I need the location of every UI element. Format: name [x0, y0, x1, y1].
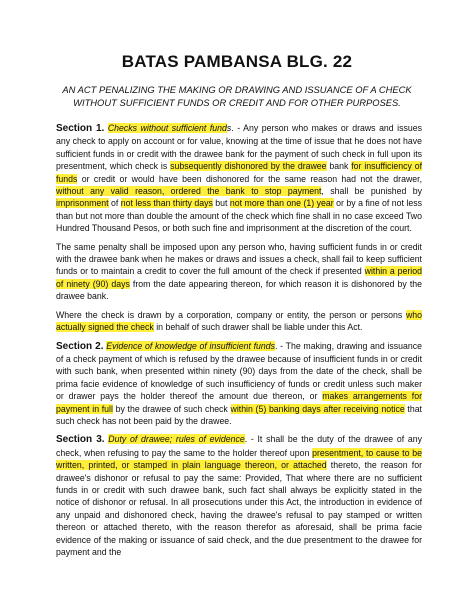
document-subtitle [48, 83, 426, 109]
highlight: makes arrangements for payment in full [56, 391, 422, 414]
highlight: for insufficiency of funds [56, 161, 422, 184]
text-run: that such check has not been paid by the drawee. [56, 403, 422, 426]
text-run: by the drawee of such check [112, 403, 231, 414]
highlight: without any valid reason, ordered the bank to stop payment [56, 186, 322, 197]
text-run: or by a fine of not less than but not more than double the amount of the check which fine shall in no case exceed Two Hundred Thousand Pesos, or both such fine and imprisonment at the discretion of the court. [56, 198, 422, 234]
text-run: or credit or would have been dishonored for the same reason had not the drawer, [77, 173, 422, 184]
section-3-paragraph [56, 433, 422, 558]
text-run: Where the check is drawn by a corporation, company or entity, the person or persons [56, 309, 406, 320]
subtitle-line-2: WITHOUT SUFFICIENT FUNDS OR CREDIT AND FOR OTHER PURPOSES. [73, 97, 401, 108]
text-run: of [108, 198, 121, 209]
text-run: , shall be punished by [321, 186, 422, 197]
section-1-title-tail: s [226, 123, 232, 133]
highlight: presentment, to cause to be written, printed, or stamped in plain language thereon, or attached [56, 447, 422, 471]
subtitle-line-1: AN ACT PENALIZING THE MAKING OR DRAWING AND ISSUANCE OF A CHECK [62, 84, 412, 95]
text-run: but [212, 198, 230, 209]
highlight: subsequently dishonored by the drawee [170, 161, 327, 172]
document-body [56, 122, 422, 564]
section-1-number: Section 1. [56, 123, 105, 134]
text-run: in behalf of such drawer shall be liable under this Act. [153, 322, 363, 333]
highlight: imprisonment [56, 198, 109, 209]
text-run: from the date appearing thereon, for which reason it is dishonored by the drawee bank. [56, 278, 423, 302]
highlight: not less than thirty days [120, 198, 213, 209]
section-3-title: Duty of drawee; rules of evidence [108, 434, 245, 445]
text-run: . - It shall be the duty of the drawee of any check, when refusing to pay the same to the holder thereof upon [56, 434, 422, 458]
text-run: thereto, the reason for drawee's dishonor or refusal to pay the same: Provided, That where there are no sufficient funds in or credit with such drawee bank, such fact shall always be explicitly stated in the notice of dishonor or refusal. In all prosecutions under this Act, the introduction in evidence of any unpaid and dishonored check, having the drawee's refusal to pay stamped or written thereon or attached thereto, with the reason therefor as aforesaid, shall be prima facie evidence of the making or issuance of said check, and the due presentment to the drawee for payment and the [56, 460, 422, 557]
section-2-number: Section 2. [56, 340, 104, 352]
highlight: within (5) banking days after receiving notice [230, 403, 405, 414]
section-1-paragraph [56, 122, 422, 235]
document-title: BATAS PAMBANSA BLG. 22 [121, 52, 353, 71]
section-3-number: Section 3. [56, 434, 105, 446]
section-1-paragraph-2 [56, 241, 422, 303]
text-run: The same penalty shall be imposed upon any person who, having sufficient funds in or credit with the drawee bank when he makes or draws and issues a check, shall fail to keep sufficient funds or to maintain a credit to cover the full amount of the check if presented [56, 241, 422, 277]
text-run: bank [326, 161, 352, 172]
highlight: within a period of ninety (90) days [56, 266, 422, 289]
text-run: . - Any person who makes or draws and issues any check to apply on account or for value, knowing at the time of issue that he does not have sufficient funds in or credit with the drawee bank for the payment of such check in full upon its presentment, which check is [56, 123, 422, 172]
section-1-paragraph-3 [56, 309, 422, 334]
section-1-title: Checks without sufficient fund [107, 123, 227, 133]
text-run: . - The making, drawing and issuance of a check payment of which is refused by the drawee because of insufficient funds in or credit with such bank, when presented within ninety (90) days from the date of the check, shall be prima facie evidence of knowledge of such insufficiency of funds or credit unless such maker or drawer pays the holder thereof the amount due thereon, or [56, 340, 422, 402]
highlight: not more than one (1) year [229, 198, 334, 209]
section-2-paragraph [56, 340, 422, 428]
highlight: who actually signed the check [56, 309, 422, 333]
section-2-title: Evidence of knowledge of insufficient funds [106, 340, 276, 351]
